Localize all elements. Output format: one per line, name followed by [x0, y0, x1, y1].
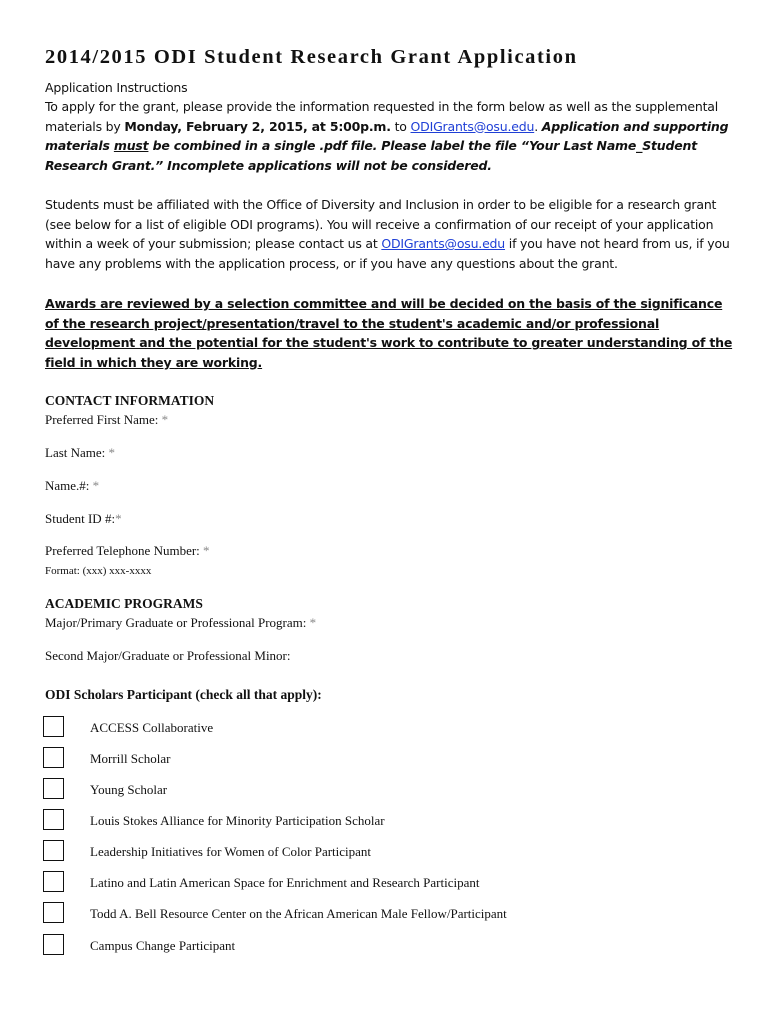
checkbox-label-young: Young Scholar	[90, 782, 168, 797]
checkbox-campus-change[interactable]	[43, 934, 64, 955]
required-star: *	[203, 543, 210, 558]
required-star: *	[309, 615, 317, 630]
checkbox-morrill[interactable]	[43, 747, 64, 768]
must-text: must	[113, 138, 149, 154]
student-id-text: Student ID #:	[45, 511, 116, 526]
email-link[interactable]: ODIGrants@osu.edu	[410, 118, 535, 134]
checkbox-row-liwc	[43, 840, 643, 864]
last-name-label	[45, 445, 115, 461]
instructions-paragraph-1	[45, 97, 735, 175]
scholars-heading: ODI Scholars Participant (check all that apply):	[45, 687, 322, 702]
last-name-text: Last Name:	[45, 445, 106, 460]
checkbox-row-lsamp	[43, 809, 643, 833]
checkbox-row-morrill	[43, 747, 643, 771]
instructions-heading: Application Instructions	[45, 80, 188, 95]
checkbox-label-campus-change: Campus Change Participant	[90, 938, 236, 953]
checkbox-row-access	[43, 716, 643, 740]
pdf-requirement-text-2: be combined in a single .pdf file. Please label the file “Your Last Name_Student Research Grant.” Incomplete applications will not be considered.	[45, 138, 697, 173]
eligibility-text: Students must be affiliated with the Office of Diversity and Inclusion in order to be eligible for a research grant (see below for a list of eligible ODI programs). You will receive a confirmation of our receipt of your application within a week of your submission; please contact us at	[45, 197, 717, 252]
email-link-2[interactable]: ODIGrants@osu.edu	[381, 236, 506, 252]
required-star: *	[115, 511, 122, 526]
name-number-text: Name.#:	[45, 478, 90, 493]
checkbox-label-bell: Todd A. Bell Resource Center on the African American Male Fellow/Participant	[90, 906, 507, 921]
checkbox-row-young	[43, 778, 643, 802]
checkbox-latino[interactable]	[43, 871, 64, 892]
required-star: *	[161, 412, 169, 427]
checkbox-label-liwc: Leadership Initiatives for Women of Color Participant	[90, 844, 372, 859]
second-major-label: Second Major/Graduate or Professional Minor:	[45, 648, 291, 663]
checkbox-label-morrill: Morrill Scholar	[90, 751, 171, 766]
first-name-label	[45, 412, 168, 428]
required-star: *	[92, 478, 100, 493]
required-star: *	[108, 445, 116, 460]
checkbox-row-bell	[43, 902, 643, 926]
instructions-text-to: to	[390, 118, 411, 134]
checkbox-access[interactable]	[43, 716, 64, 737]
checkbox-bell[interactable]	[43, 902, 64, 923]
major-text: Major/Primary Graduate or Professional Program:	[45, 615, 307, 630]
checkbox-row-campus-change	[43, 934, 643, 958]
checkbox-lsamp[interactable]	[43, 809, 64, 830]
phone-format-hint: Format: (xxx) xxx-xxxx	[45, 565, 152, 577]
phone-text: Preferred Telephone Number:	[45, 543, 200, 558]
instructions-text-dot: .	[534, 118, 542, 134]
checkbox-liwc[interactable]	[43, 840, 64, 861]
page-title: 2014/2015 ODI Student Research Grant Application	[45, 46, 578, 68]
checkbox-row-latino	[43, 871, 643, 895]
deadline-text: Monday, February 2, 2015, at 5:00p.m.	[124, 118, 391, 134]
major-label	[45, 615, 316, 631]
pdf-requirement-text: Application and supporting materials	[45, 118, 729, 154]
awards-statement: Awards are reviewed by a selection committee and will be decided on the basis of the significance of the research project/presentation/travel to the student's academic and/or professional development and the potential for the student's work to contribute to greater understanding of the field in which they are working.	[45, 296, 733, 370]
checkbox-young[interactable]	[43, 778, 64, 799]
contact-heading: CONTACT INFORMATION	[45, 393, 215, 408]
checkbox-label-lsamp: Louis Stokes Alliance for Minority Participation Scholar	[90, 813, 385, 828]
checkbox-label-latino: Latino and Latin American Space for Enrichment and Research Participant	[90, 875, 480, 890]
name-number-label	[45, 478, 99, 494]
academic-heading: ACADEMIC PROGRAMS	[45, 596, 203, 611]
phone-label	[45, 543, 210, 559]
student-id-label	[45, 511, 122, 527]
checkbox-label-access: ACCESS Collaborative	[90, 720, 214, 735]
instructions-paragraph-2	[45, 195, 735, 273]
instructions-text: To apply for the grant, please provide the information requested in the form below as well as the supplemental materials by	[45, 99, 719, 134]
first-name-text: Preferred First Name:	[45, 412, 159, 427]
eligibility-text-2: if you have not heard from us, if you have any problems with the application process, or if you have any questions about the grant.	[45, 236, 730, 271]
